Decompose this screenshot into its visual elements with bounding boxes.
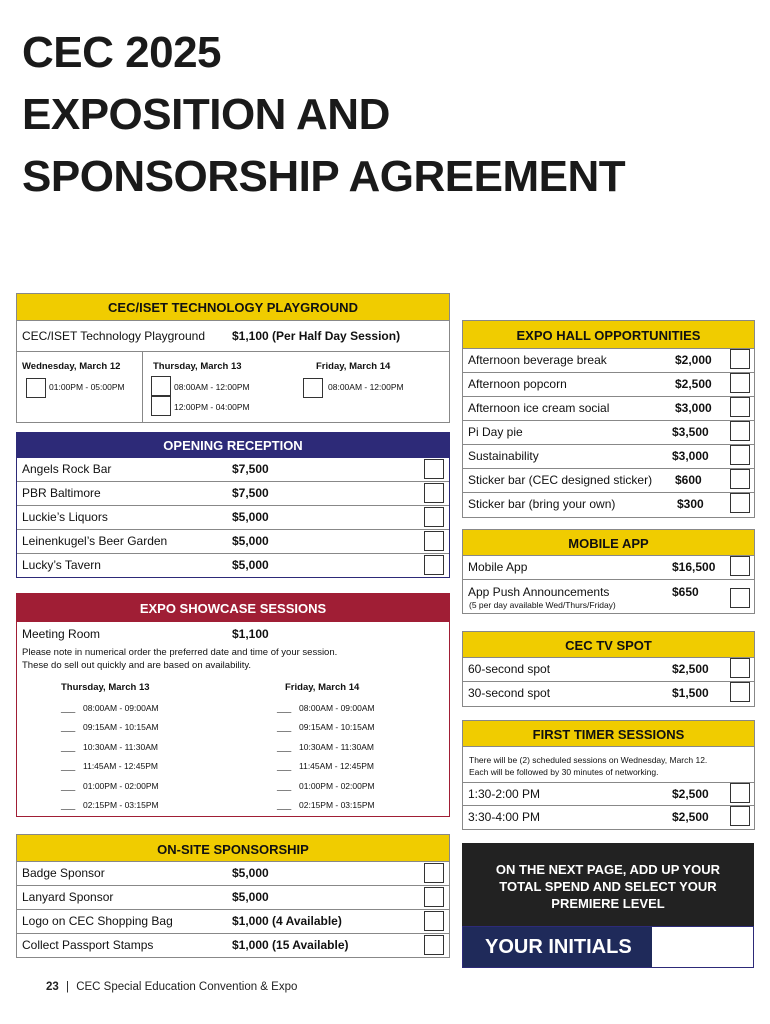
blank-line[interactable]: ___: [277, 761, 292, 771]
item-label: Afternoon beverage break: [468, 353, 607, 367]
onsite-row: [17, 862, 449, 886]
item-checkbox[interactable]: [424, 483, 444, 503]
item-label: App Push Announcements: [468, 585, 610, 599]
blank-line[interactable]: ___: [61, 722, 76, 732]
page-title: [22, 22, 625, 208]
title-line-3: SPONSORSHIP AGREEMENT: [22, 152, 626, 201]
item-label: Luckie’s Liquors: [22, 510, 108, 524]
slot-checkbox[interactable]: [151, 376, 171, 396]
title-line-1: CEC 2025: [22, 28, 222, 77]
playground-day-friday: [294, 352, 449, 422]
item-label: Afternoon popcorn: [468, 377, 567, 391]
slot-time: 01:00PM - 02:00PM: [299, 781, 375, 791]
blank-line[interactable]: ___: [277, 781, 292, 791]
notice-line-3: PREMIERE LEVEL: [551, 896, 665, 911]
slot-time: 09:15AM - 10:15AM: [299, 722, 375, 732]
item-label: Sustainability: [468, 449, 539, 463]
blank-line[interactable]: ___: [277, 722, 292, 732]
opening-row: [17, 458, 449, 482]
item-label: Sticker bar (bring your own): [468, 497, 616, 511]
slot-time: 02:15PM - 03:15PM: [299, 800, 375, 810]
expohall-header: EXPO HALL OPPORTUNITIES: [463, 321, 754, 349]
item-checkbox[interactable]: [424, 863, 444, 883]
item-label: Mobile App: [468, 560, 528, 574]
onsite-row: [17, 886, 449, 910]
slot-time: 08:00AM - 12:00PM: [328, 382, 404, 392]
expohall-row: [463, 397, 754, 421]
slot-checkbox[interactable]: [151, 396, 171, 416]
slot-time: 08:00AM - 09:00AM: [299, 703, 375, 713]
slot-time: 02:15PM - 03:15PM: [83, 800, 159, 810]
slot-time: 08:00AM - 12:00PM: [174, 382, 250, 392]
item-label: 1:30-2:00 PM: [468, 787, 541, 801]
tvspot-row: [463, 658, 754, 682]
notice-line-1: ON THE NEXT PAGE, ADD UP YOUR: [495, 862, 721, 877]
showcase-item-label: Meeting Room: [22, 627, 101, 641]
item-price: $5,000: [232, 890, 269, 904]
showcase-note-1: Please note in numerical order the preferred date and time of your session.: [22, 647, 338, 658]
playground-header: CEC/ISET TECHNOLOGY PLAYGROUND: [17, 294, 449, 321]
onsite-header: ON-SITE SPONSORSHIP: [17, 835, 449, 862]
tvspot-header: CEC TV SPOT: [463, 632, 754, 658]
item-price: $3,500: [672, 425, 709, 439]
slot-time: 09:15AM - 10:15AM: [83, 722, 159, 732]
item-checkbox[interactable]: [730, 421, 750, 441]
item-checkbox[interactable]: [730, 556, 750, 576]
item-label: Collect Passport Stamps: [22, 938, 154, 952]
item-label: 3:30-4:00 PM: [468, 810, 541, 824]
blank-line[interactable]: ___: [277, 703, 292, 713]
item-label: Pi Day pie: [468, 425, 523, 439]
item-checkbox[interactable]: [424, 531, 444, 551]
firsttimer-row: [463, 806, 754, 830]
slot-time: 11:45AM - 12:45PM: [83, 761, 158, 771]
item-price: $1,000 (15 Available): [232, 938, 349, 952]
item-price: $7,500: [232, 486, 269, 500]
playground-day-thursday: [142, 352, 294, 422]
expohall-row: [463, 373, 754, 397]
item-label: Logo on CEC Shopping Bag: [22, 914, 173, 928]
item-label: Badge Sponsor: [22, 866, 105, 880]
blank-line[interactable]: ___: [277, 800, 292, 810]
page-number: 23: [46, 981, 59, 993]
expohall-row: [463, 445, 754, 469]
opening-row: [17, 554, 449, 578]
slot-time: 10:30AM - 11:30AM: [83, 742, 158, 752]
initials-input[interactable]: [652, 927, 753, 967]
item-price: $2,500: [675, 377, 712, 391]
showcase-note-2: These do sell out quickly and are based on availability.: [22, 660, 252, 671]
slot-time: 01:00PM - 02:00PM: [83, 781, 159, 791]
onsite-row: [17, 910, 449, 934]
footer-separator: |: [66, 981, 69, 993]
item-label: PBR Baltimore: [22, 486, 101, 500]
blank-line[interactable]: ___: [277, 742, 292, 752]
item-price: $16,500: [672, 560, 716, 574]
showcase-section: [16, 593, 450, 817]
item-price: $7,500: [232, 462, 269, 476]
slot-time: 11:45AM - 12:45PM: [299, 761, 374, 771]
blank-line[interactable]: ___: [61, 761, 76, 771]
item-checkbox[interactable]: [730, 373, 750, 393]
showcase-item-price: $1,100: [232, 627, 269, 641]
slot-checkbox[interactable]: [26, 378, 46, 398]
item-label: 60-second spot: [468, 662, 551, 676]
item-label: Lucky’s Tavern: [22, 558, 101, 572]
item-price: $3,000: [672, 449, 709, 463]
mobile-section: [462, 529, 755, 614]
slot-time: 12:00PM - 04:00PM: [174, 402, 250, 412]
blank-line[interactable]: ___: [61, 800, 76, 810]
item-label: Lanyard Sponsor: [22, 890, 114, 904]
item-price: $2,000: [675, 353, 712, 367]
showcase-friday-label: Friday, March 14: [285, 682, 360, 693]
item-checkbox[interactable]: [730, 469, 750, 489]
mobile-header: MOBILE APP: [463, 530, 754, 556]
mobile-row: [463, 580, 754, 613]
opening-row: [17, 506, 449, 530]
item-checkbox[interactable]: [424, 459, 444, 479]
item-price: $5,000: [232, 534, 269, 548]
item-label: Afternoon ice cream social: [468, 401, 610, 415]
item-checkbox[interactable]: [730, 588, 750, 608]
item-checkbox[interactable]: [424, 507, 444, 527]
item-checkbox[interactable]: [730, 397, 750, 417]
playground-section: [16, 293, 450, 423]
blank-line[interactable]: ___: [61, 781, 76, 791]
playground-day-wednesday: [17, 352, 143, 422]
opening-section: [16, 432, 450, 578]
item-checkbox[interactable]: [424, 555, 444, 575]
expohall-section: [462, 320, 755, 518]
notice-line-2: TOTAL SPEND AND SELECT YOUR: [499, 879, 717, 894]
slot-checkbox[interactable]: [303, 378, 323, 398]
day-label: Wednesday, March 12: [22, 361, 121, 372]
blank-line[interactable]: ___: [61, 742, 76, 752]
item-price: $2,500: [672, 810, 709, 824]
playground-item-row: [17, 321, 449, 352]
playground-item-price: $1,100 (Per Half Day Session): [232, 329, 401, 343]
day-label: Friday, March 14: [316, 361, 391, 372]
item-price: $2,500: [672, 662, 709, 676]
item-label: Sticker bar (CEC designed sticker): [468, 473, 653, 487]
item-price: $3,000: [675, 401, 712, 415]
opening-row: [17, 530, 449, 554]
footer-text: CEC Special Education Convention & Expo: [76, 981, 298, 993]
slot-time: 10:30AM - 11:30AM: [299, 742, 374, 752]
expohall-row: [463, 349, 754, 373]
firsttimer-note-2: Each will be followed by 30 minutes of networking.: [469, 767, 659, 777]
blank-line[interactable]: ___: [61, 703, 76, 713]
slot-time: 08:00AM - 09:00AM: [83, 703, 159, 713]
item-checkbox[interactable]: [424, 911, 444, 931]
item-sub-note: (5 per day available Wed/Thurs/Friday): [469, 600, 616, 610]
item-checkbox[interactable]: [424, 935, 444, 955]
item-price: $1,000 (4 Available): [232, 914, 342, 928]
opening-row: [17, 482, 449, 506]
item-label: 30-second spot: [468, 686, 551, 700]
initials-box: [462, 926, 754, 968]
onsite-row: [17, 934, 449, 958]
onsite-section: [16, 834, 450, 958]
item-checkbox[interactable]: [730, 658, 750, 678]
firsttimer-section: [462, 720, 755, 830]
expohall-row: [463, 469, 754, 493]
item-checkbox[interactable]: [730, 349, 750, 369]
firsttimer-note-1: There will be (2) scheduled sessions on Wednesday, March 12.: [469, 755, 708, 765]
footer: [46, 981, 297, 993]
item-price: $650: [672, 585, 699, 599]
initials-label: YOUR INITIALS: [463, 927, 652, 967]
day-label: Thursday, March 13: [153, 361, 242, 372]
tvspot-section: [462, 631, 755, 707]
item-checkbox[interactable]: [730, 493, 750, 513]
item-price: $5,000: [232, 866, 269, 880]
item-price: $1,500: [672, 686, 709, 700]
item-price: $5,000: [232, 510, 269, 524]
opening-header: OPENING RECEPTION: [17, 433, 449, 458]
item-price: $300: [677, 497, 704, 511]
next-page-notice: [462, 843, 754, 926]
expohall-row: [463, 493, 754, 517]
item-checkbox[interactable]: [424, 887, 444, 907]
slot-time: 01:00PM - 05:00PM: [49, 382, 125, 392]
item-checkbox[interactable]: [730, 682, 750, 702]
firsttimer-header: FIRST TIMER SESSIONS: [463, 721, 754, 747]
item-label: Angels Rock Bar: [22, 462, 112, 476]
item-price: $2,500: [672, 787, 709, 801]
tvspot-row: [463, 682, 754, 706]
item-price: $600: [675, 473, 702, 487]
item-label: Leinenkugel’s Beer Garden: [22, 534, 168, 548]
mobile-row: [463, 556, 754, 580]
showcase-thursday-label: Thursday, March 13: [61, 682, 150, 693]
showcase-header: EXPO SHOWCASE SESSIONS: [17, 594, 449, 622]
title-line-2: EXPOSITION AND: [22, 90, 390, 139]
item-price: $5,000: [232, 558, 269, 572]
item-checkbox[interactable]: [730, 806, 750, 826]
item-checkbox[interactable]: [730, 783, 750, 803]
expohall-row: [463, 421, 754, 445]
firsttimer-row: [463, 782, 754, 806]
item-checkbox[interactable]: [730, 445, 750, 465]
playground-item-label: CEC/ISET Technology Playground: [22, 329, 205, 343]
